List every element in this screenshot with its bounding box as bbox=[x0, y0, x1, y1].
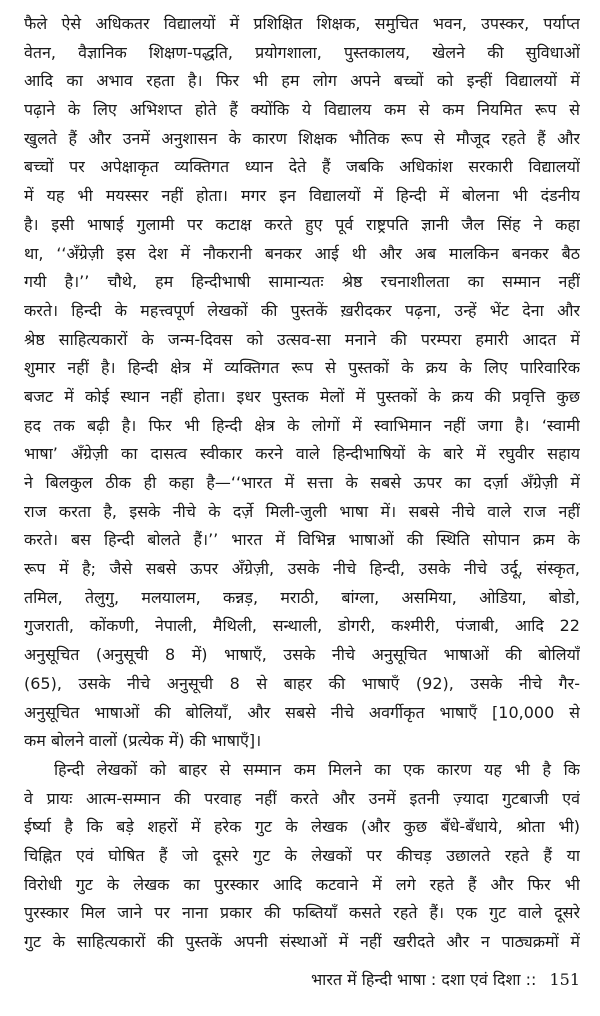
body-text bbox=[24, 10, 580, 957]
text-line: श्रेष्ठ साहित्यकारों के जन्म-दिवस को उत्सव-सा मनाने की परम्परा हमारी आदत में bbox=[24, 329, 580, 349]
text-line: करते। बस हिन्दी बोलते हैं।’’ भारत में विभिन्न भाषाओं की स्थिति सोपान क्रम के bbox=[24, 530, 580, 550]
text-line: कम बोलने वालों (प्रत्येक में) की भाषाएँ]। bbox=[24, 731, 262, 751]
text-line: ईर्ष्या है कि बड़े शहरों में हरेक गुट के लेखक (और कुछ बँधे-बँधाये, श्रोता भी) bbox=[24, 817, 580, 837]
text-line: है। इसी भाषाई गुलामी पर कटाक्ष करते हुए पूर्व राष्ट्रपति ज्ञानी जैल सिंह ने कहा bbox=[24, 214, 580, 234]
text-line: वे प्रायः आत्म-सम्मान की परवाह नहीं करते और उनमें इतनी ज़्यादा गुटबाजी एवं bbox=[24, 788, 580, 808]
text-line: पुरस्कार मिल जाने पर नाना प्रकार की फब्तियाँ कसते रहते हैं। एक गुट वाले दूसरे bbox=[24, 903, 580, 923]
text-line: हिन्दी लेखकों को बाहर से सम्मान कम मिलने का एक कारण यह भी है कि bbox=[54, 759, 580, 779]
text-line: गयी है।’’ चौथे, हम हिन्दीभाषी सामान्यतः श्रेष्ठ रचनाशीलता का सम्मान नहीं bbox=[24, 272, 580, 292]
running-title: भारत में हिन्दी भाषा : दशा एवं दिशा :: bbox=[310, 970, 537, 989]
text-line: भाषा’ अँग्रेज़ी का दासत्व स्वीकार करने वाले हिन्दीभाषियों के बारे में रघुवीर सहाय bbox=[24, 444, 580, 464]
text-line: हद तक बढ़ी है। फिर भी हिन्दी क्षेत्र के लोगों में स्वाभिमान नहीं जगा है। ‘स्वामी bbox=[24, 415, 580, 435]
text-line: शुमार नहीं है। हिन्दी क्षेत्र में व्यक्तिगत रूप से पुस्तकों के क्रय के लिए पारिवारिक bbox=[24, 358, 580, 378]
text-line: था, ‘‘अँग्रेज़ी इस देश में नौकरानी बनकर आई थी और अब मालकिन बनकर बैठ bbox=[24, 243, 580, 263]
text-line: आदि का अभाव रहता है। फिर भी हम लोग अपने बच्चों को इन्हीं विद्यालयों में bbox=[24, 71, 580, 91]
text-line: अनुसूचित (अनुसूची 8 में) भाषाएँ, उसके नीचे अनुसूचित भाषाओं की बोलियाँ bbox=[24, 645, 580, 665]
paragraph-1 bbox=[24, 10, 580, 756]
text-line: गुट के साहित्यकारों की पुस्तकें अपनी संस्थाओं में नहीं खरीदते और न पाठ्यक्रमों में bbox=[24, 932, 580, 951]
text-line: ने बिलकुल ठीक ही कहा है—‘‘भारत में सत्ता के सबसे ऊपर का दर्ज़ा अँग्रेज़ी में bbox=[24, 473, 580, 492]
text-line: रूप में है; जैसे सबसे ऊपर अँग्रेज़ी, उसके नीचे हिन्दी, उसके नीचे उर्दू, संस्कृत, bbox=[24, 559, 580, 579]
text-line: वेतन, वैज्ञानिक शिक्षण-पद्धति, प्रयोगशाला, पुस्तकालय, खेलने की सुविधाओं bbox=[24, 42, 580, 62]
text-line: विरोधी गुट के लेखक का पुरस्कार आदि कटवाने में लगे रहते हैं और फिर भी bbox=[24, 874, 580, 894]
text-line: गुजराती, कोंकणी, नेपाली, मैथिली, सन्थाली, डोगरी, कश्मीरी, पंजाबी, आदि 22 bbox=[24, 616, 580, 636]
text-line: खुलते हैं और उनमें अनुशासन के कारण शिक्षक भौतिक रूप से मौजूद रहते हैं और bbox=[24, 128, 580, 148]
text-line: फैले ऐसे अधिकतर विद्यालयों में प्रशिक्षित शिक्षक, समुचित भवन, उपस्कर, पर्याप्त bbox=[24, 14, 580, 33]
text-line: बजट में कोई स्थान नहीं होता। इधर पुस्तक मेलों में पुस्तकों के क्रय की प्रवृत्ति कुछ bbox=[24, 386, 580, 406]
text-line: (65), उसके नीचे अनुसूची 8 से बाहर की भाषाएँ (92), उसके नीचे गैर- bbox=[24, 673, 580, 693]
text-line: पढ़ाने के लिए अभिशप्त होते हैं क्योंकि ये विद्यालय कम से कम नियमित रूप से bbox=[24, 100, 580, 120]
text-line: अनुसूचित भाषाओं की बोलियाँ, और सबसे नीचे अवर्गीकृत भाषाएँ [10,000 से bbox=[24, 702, 580, 722]
text-line: चिह्नित एवं घोषित हैं जो दूसरे गुट के लेखकों पर कीचड़ उछालते रहते हैं या bbox=[24, 845, 580, 865]
text-line: तमिल, तेलुगु, मलयालम, कन्नड़, मराठी, बांग्ला, असमिया, ओडिया, बोडो, bbox=[24, 587, 580, 607]
text-line: में यह भी मयस्सर नहीं होता। मगर इन विद्यालयों में हिन्दी में बोलना भी दंडनीय bbox=[24, 186, 580, 206]
paragraph-2 bbox=[24, 756, 580, 957]
text-line: करते। हिन्दी के महत्त्वपूर्ण लेखकों की पुस्तकें ख़रीदकर पढ़ना, उन्हें भेंट देना और bbox=[24, 300, 580, 320]
text-line: बच्चों पर अपेक्षाकृत व्यक्तिगत ध्यान देते हैं जबकि अधिकांश सरकारी विद्यालयों bbox=[24, 157, 580, 177]
page-footer bbox=[24, 966, 580, 994]
page-number: 151 bbox=[549, 970, 580, 989]
text-line: राज करता है, इसके नीचे के दर्ज़े मिली-जुली भाषा में। सबसे नीचे वाले राज नहीं bbox=[24, 501, 580, 521]
